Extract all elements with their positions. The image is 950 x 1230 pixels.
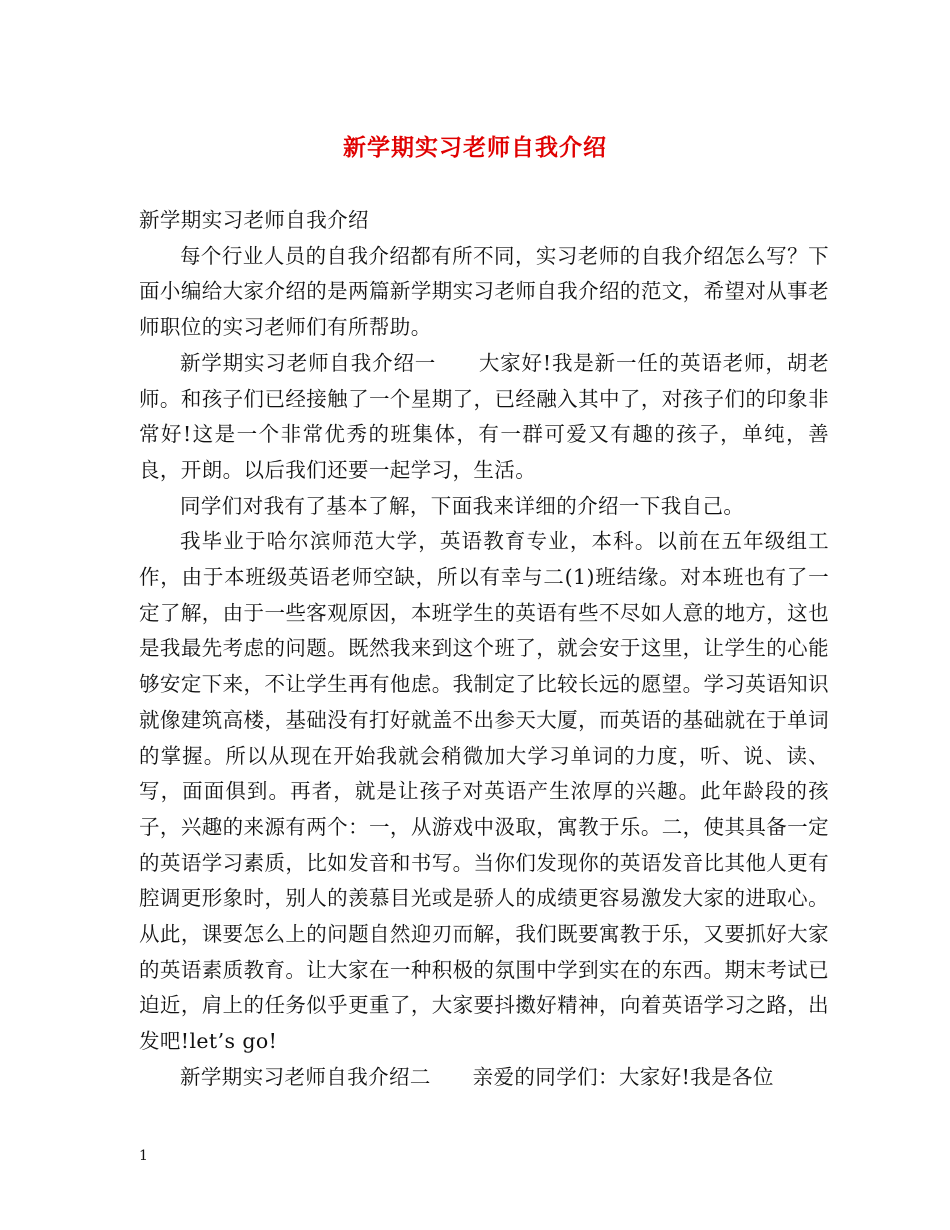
paragraph-intro: 每个行业人员的自我介绍都有所不同，实习老师的自我介绍怎么写？下面小编给大家介绍的是两篇新学期实习老师自我介绍的范文，希望对从事老师职位的实习老师们有所帮助。: [139, 243, 829, 340]
document-body: [139, 203, 829, 1096]
paragraph-transition: 同学们对我有了基本了解，下面我来详细的介绍一下我自己。: [180, 493, 745, 518]
document-title: 新学期实习老师自我介绍: [343, 134, 607, 161]
paragraph-heading: 新学期实习老师自我介绍: [139, 208, 369, 232]
paragraph-intro-one: 新学期实习老师自我介绍一 大家好!我是新一任的英语老师，胡老师。和孩子们已经接触了一个星期了，已经融入其中了，对孩子们的印象非常好!这是一个非常优秀的班集体，有一群可爱又有趣的孩子，单纯，善良，开朗。以后我们还要一起学习，生活。: [139, 350, 829, 482]
page-number: 1: [139, 1148, 148, 1164]
paragraph-self-description: 我毕业于哈尔滨师范大学，英语教育专业，本科。以前在五年级组工作，由于本班级英语老师空缺，所以有幸与二(1)班结缘。对本班也有了一定了解，由于一些客观原因，本班学生的英语有些不尽如人意的地方，这也是我最先考虑的问题。既然我来到这个班了，就会安于这里，让学生的心能够安定下来，不让学生再有他虑。我制定了比较长远的愿望。学习英语知识就像建筑高楼，基础没有打好就盖不出参天大厦，而英语的基础就在于单词的掌握。所以从现在开始我就会稍微加大学习单词的力度，听、说、读、写，面面俱到。再者，就是让孩子对英语产生浓厚的兴趣。此年龄段的孩子，兴趣的来源有两个：一，从游戏中汲取，寓教于乐。二，使其具备一定的英语学习素质，比如发音和书写。当你们发现你的英语发音比其他人更有腔调更形象时，别人的羡慕目光或是骄人的成绩更容易激发大家的进取心。从此，课要怎么上的问题自然迎刃而解，我们既要寓教于乐，又要抓好大家的英语素质教育。让大家在一种积极的氛围中学到实在的东西。期末考试已迫近，肩上的任务似乎更重了，大家要抖擞好精神，向着英语学习之路，出发吧!let’s go!: [139, 529, 829, 1054]
paragraph-intro-two: 新学期实习老师自我介绍二 亲爱的同学们：大家好!我是各位: [180, 1064, 774, 1089]
